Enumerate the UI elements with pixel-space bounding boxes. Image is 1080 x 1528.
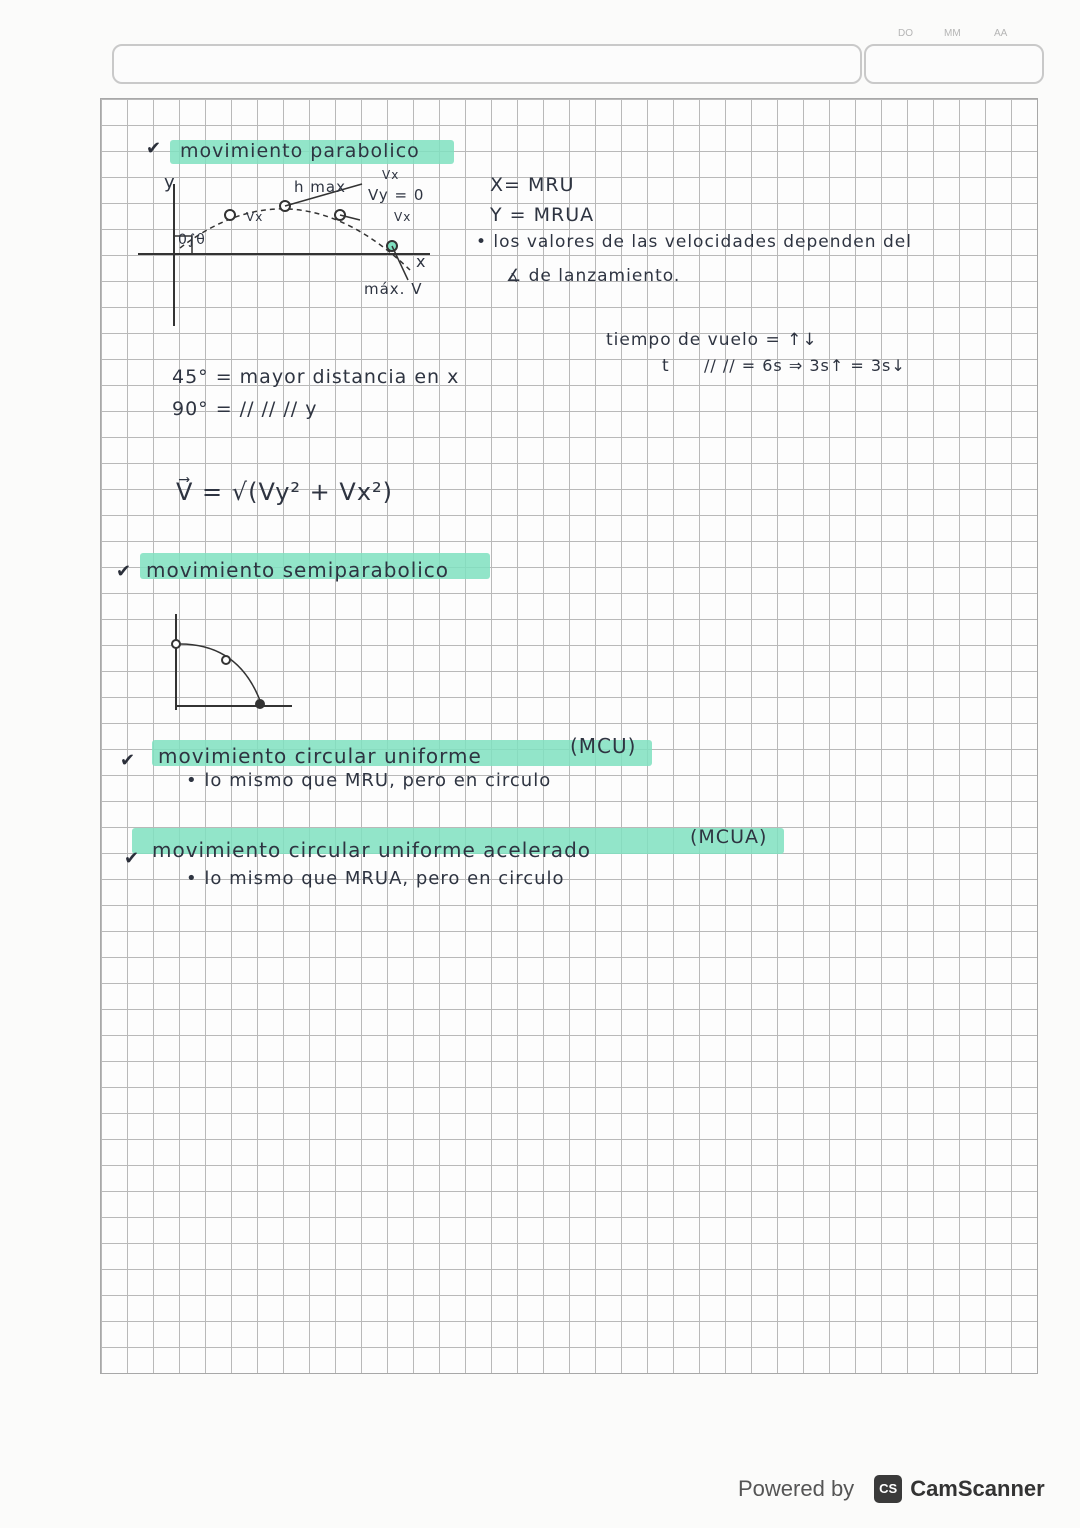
diagram-label-y: y: [164, 172, 176, 193]
check-mark-icon: ✔: [116, 561, 132, 582]
velocity-formula: V⃗ = √(Vy² + Vx²): [176, 478, 394, 506]
camscanner-brand-text: CamScanner: [910, 1476, 1045, 1501]
diagram-label-vx-top: Vx: [382, 168, 400, 182]
semiparabolic-diagram: [160, 610, 300, 720]
flight-time-line2: // // = 6s ⇒ 3s↑ = 3s↓: [704, 356, 906, 375]
mcua-tag: (MCUA): [690, 826, 768, 848]
flight-time-t: t: [662, 356, 670, 376]
flight-time-line1: tiempo de vuelo = ↑↓: [606, 330, 818, 350]
section-title-mcu: movimiento circular uniforme: [158, 744, 482, 768]
section-title-semiparabolico: movimiento semiparabolico: [146, 558, 450, 582]
check-mark-icon: ✔: [124, 848, 140, 869]
check-mark-icon: ✔: [146, 138, 162, 159]
diagram-label-x: x: [416, 252, 427, 271]
diagram-label-vx-right: Vx: [394, 210, 412, 224]
mcua-note: • lo mismo que MRUA, pero en circulo: [186, 868, 565, 889]
date-label-month: MM: [944, 28, 961, 39]
section-title-mcua: movimiento circular uniforme acelerado: [152, 838, 591, 862]
x-mru-line: X= MRU: [490, 174, 575, 196]
check-mark-icon: ✔: [120, 750, 136, 771]
camscanner-watermark: [738, 1470, 1045, 1508]
date-label-year: AA: [994, 28, 1008, 39]
angle-45-line: 45° = mayor distancia en x: [172, 366, 460, 388]
diagram-label-max-v: máx. V: [364, 280, 423, 298]
angle-90-line: 90° = // // // y: [172, 398, 318, 420]
diagram-label-hmax: h max: [294, 178, 346, 196]
powered-by-text: Powered by: [738, 1476, 855, 1501]
velocity-note-line2: ∡ de lanzamiento.: [506, 266, 681, 286]
section-title-parabolico: movimiento parabolico: [180, 140, 420, 162]
velocity-note-line1: • los valores de las velocidades dependen del: [476, 232, 912, 252]
date-label-day: DO: [898, 28, 913, 39]
header-title-box: [112, 44, 862, 84]
mcu-tag: (MCU): [570, 734, 637, 758]
y-mrua-line: Y = MRUA: [490, 204, 595, 226]
diagram-label-theta: 0∫θ: [178, 232, 206, 248]
diagram-label-vx-left: Vx: [246, 210, 264, 224]
camscanner-logo-icon: CS: [874, 1475, 902, 1503]
diagram-label-vy-zero: Vy = 0: [368, 186, 425, 204]
mcu-note: • lo mismo que MRU, pero en circulo: [186, 770, 552, 791]
header-date-box: [864, 44, 1044, 84]
